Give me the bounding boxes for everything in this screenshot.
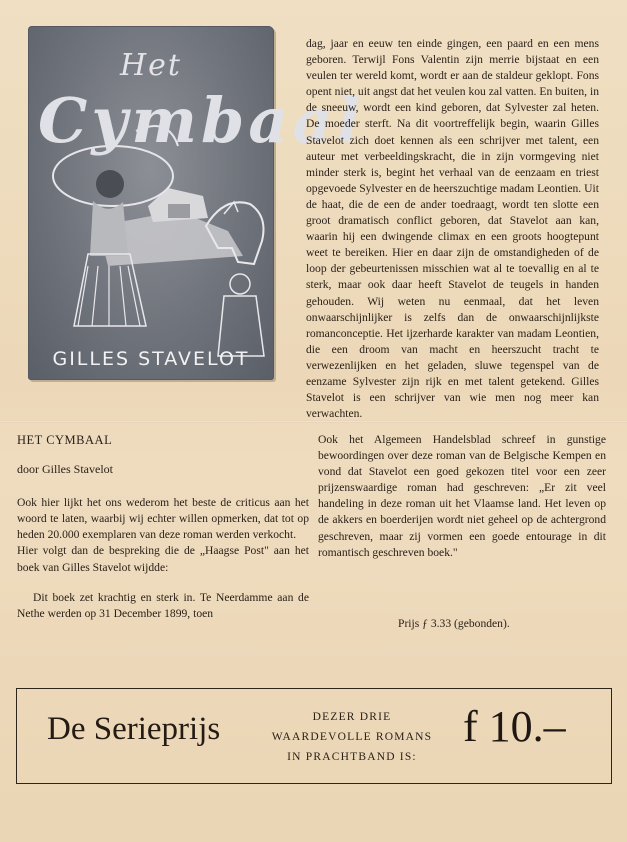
article-intro: Ook hier lijkt het ons wederom het beste de criticus aan het woord te laten, waarbij wij echter willen opmerken, dat tot op heden 20.000 exemplaren van deze roman werden verkocht. [17,496,309,542]
banner-line-3: IN PRACHTBAND IS: [287,751,417,763]
cover-title-cymbaal: Cymbaal [38,84,365,157]
review-paragraph: dag, jaar en eeuw ten einde gingen, een paard en een mens geboren. Terwijl Fons Valentin zijn merrie bijstaat en een veulen ter wereld komt, wordt er aan de staldeur geklopt. Fons opent niet, uit angst dat het veulen kou zal vatten. En buiten, in de sneeuw, wordt een kind geboren, dat Sylvester zal heten. De moeder sterft. Na dit voortreffelijk begin, waarin Gilles Stavelot zich doet kennen als een schrijver met talent, een auteur met verbeeldingskracht, die in zijn vormgeving niet minder sterk is, begint het verhaal van de eenzaam en triest opgevoede Sylvester en de heerszuchtige madam Leontien. Uit de haat, die de een de ander toedraagt, wordt ten slotte een groot dramatisch conflict geboren, dat Stavelot aan kan, waarin hij een dwingende climax en een groots hoogtepunt weet te bereiken. Hier en daar zijn de omstandigheden of de loop der gebeurtenissen misschien wat al te toevallig en al te sterk, maar ook daar heeft Stavelot de teugels in handen gehouden. Wij weten nu eenmaal, dat het leven onwaarschijnlijker is zelfs dan de onwaarschijnlijkste romanconceptie. Het ijzerharde karakter van madam Leontien, die een droom van macht en heerszucht tracht te verwezenlijken en het geladen, sluwe tegenspel van de eenzame Sylvester zijn rijk en met talent getekend. Gilles Stavelot is een schrijver van wie men nog meer kan verwachten. [306,37,599,421]
handelsblad-column [318,432,606,561]
article-quote-start: Dit boek zet krachtig en sterk in. Te Neerdamme aan de Nethe werden op 31 December 1899, toen [17,590,309,620]
banner-description [257,707,447,767]
handelsblad-paragraph: Ook het Algemeen Handelsblad schreef in gunstige bewoordingen over deze roman van de Belgische Kempen en vond dat Stavelot een goed gekozen titel voor een zeer prijzenswaardige roman had geschreven: „Er zit veel handeling in deze roman uit het Vlaamse land. Het leven op de akkers en boerderijen wordt niet geheel op de achtergrond geschreven, maar zij vormen een goede entourage in dit romantisch geschreven boek." [318,433,606,559]
banner-price: f 10.– [463,702,566,751]
page-fold-line [0,420,627,423]
banner-line-1: DEZER DRIE [312,711,392,723]
series-price-banner [16,688,612,784]
banner-serieprijs: De Serieprijs [47,711,221,747]
banner-line-2: WAARDEVOLLE ROMANS [271,731,433,743]
article-heading: HET CYMBAAL [17,433,113,447]
review-continuation [306,36,599,422]
book-cover-image [28,26,365,380]
article-byline: door Gilles Stavelot [17,462,113,477]
article-intro-2: Hier volgt dan de bespreking die de „Haagse Post" aan het boek van Gilles Stavelot wijdde: [17,544,309,574]
price-label: Prijs ƒ 3.33 (gebonden). [398,617,510,630]
cover-author: GILLES STAVELOT [52,348,250,370]
cover-title-het: Het [120,48,182,83]
article-column [17,432,309,622]
